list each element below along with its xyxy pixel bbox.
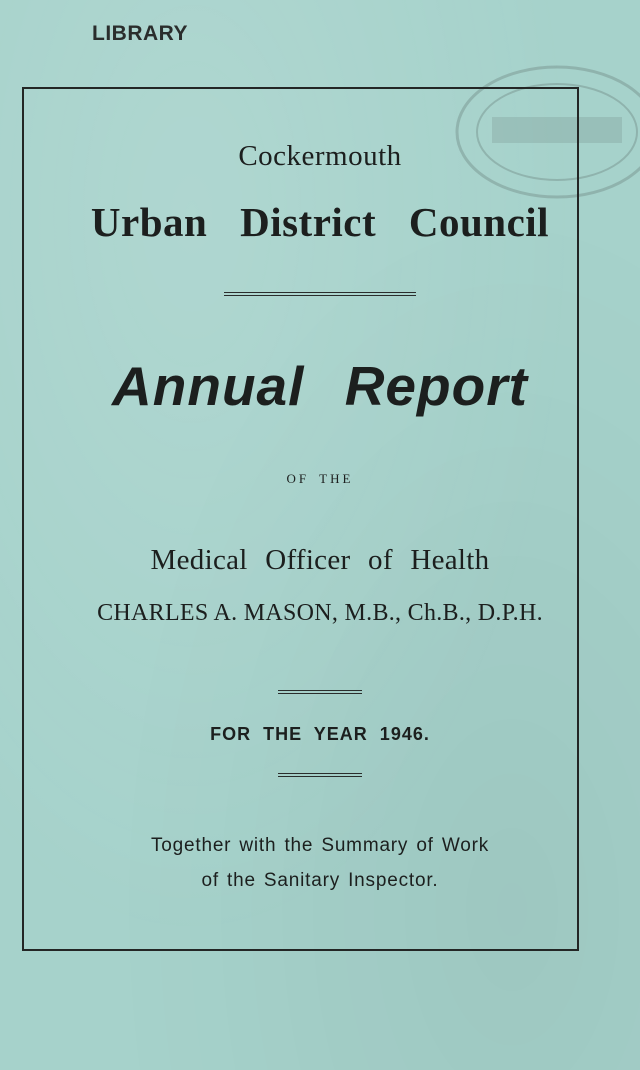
summary-note-line1: Together with the Summary of Work [150, 835, 490, 856]
report-title: Annual Report [112, 355, 528, 417]
of-the-caption: OF THE [286, 471, 354, 486]
office-title: Medical Officer of Health [150, 544, 490, 576]
council-name: Urban District Council [90, 199, 550, 245]
library-stamp: LIBRARY [92, 22, 189, 45]
report-year: FOR THE YEAR 1946. [210, 724, 430, 744]
summary-note-line2: of the Sanitary Inspector. [201, 870, 439, 891]
double-rule-divider [278, 690, 362, 694]
double-rule-divider [224, 292, 416, 296]
officer-name: CHARLES A. MASON, M.B., Ch.B., D.P.H. [97, 600, 543, 626]
place-name: Cockermouth [238, 140, 402, 172]
double-rule-divider [278, 773, 362, 777]
